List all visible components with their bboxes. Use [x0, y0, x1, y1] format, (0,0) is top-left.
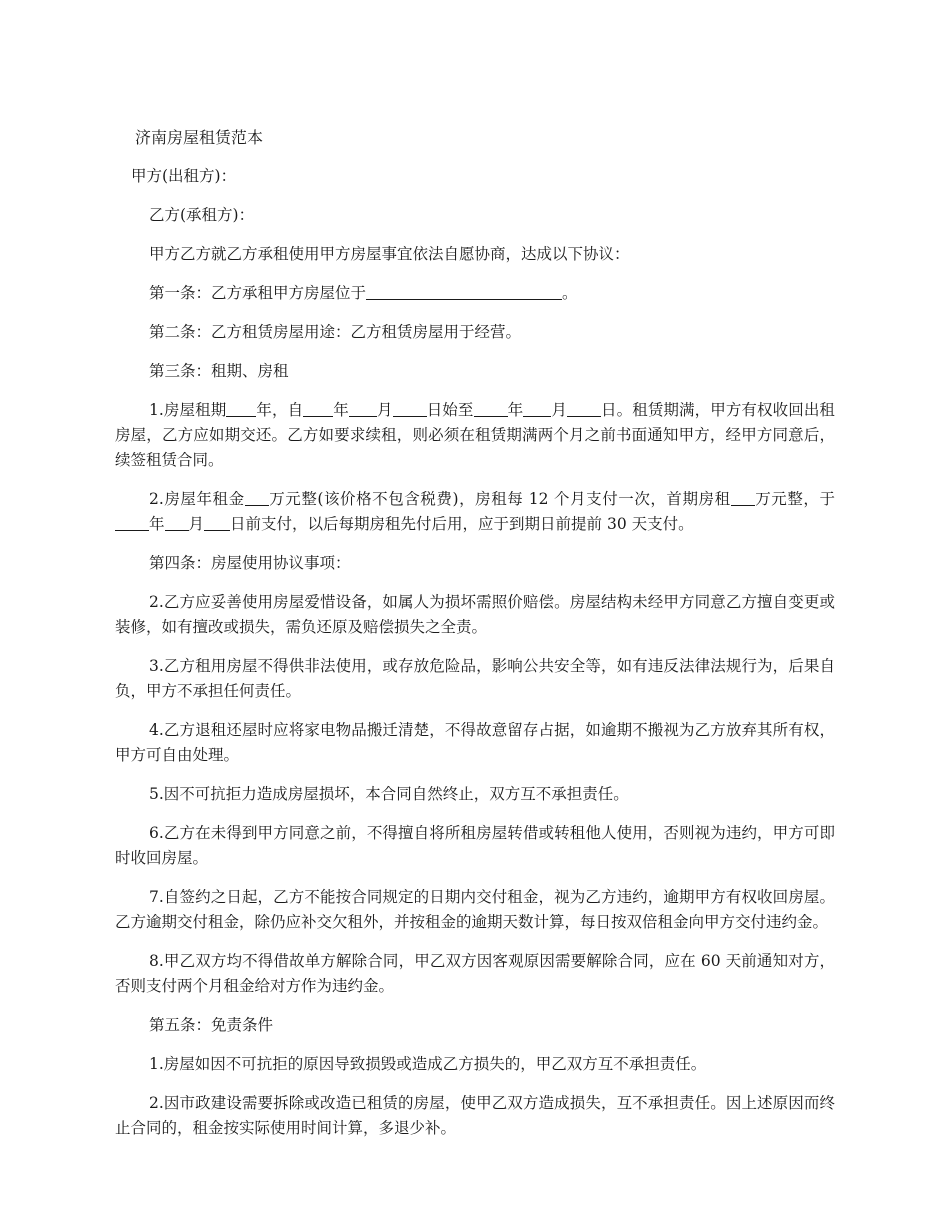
article-1 — [115, 281, 835, 306]
text-segment: 年 — [149, 515, 165, 533]
article-4-item: 7.自签约之日起，乙方不能按合同规定的日期内交付租金，视为乙方违约，逾期甲方有权收回房屋。乙方逾期交付租金，除仍应补交欠租外，并按租金的逾期天数计算，每日按双倍租金向甲方交付违约金。 — [115, 888, 835, 931]
end-day-blank — [567, 398, 601, 417]
article-4-item: 4.乙方退租还屋时应将家电物品搬迁清楚，不得故意留存占据，如逾期不搬视为乙方放弃其所有权，甲方可自由处理。 — [115, 721, 835, 764]
article-4-item: 8.甲乙双方均不得借故单方解除合同，甲乙双方因客观原因需要解除合同，应在 60 天前通知对方，否则支付两个月租金给对方作为违约金。 — [115, 952, 835, 995]
pay-month-blank — [165, 512, 189, 531]
first-rent-blank — [731, 487, 755, 506]
article-4-item: 3.乙方租用房屋不得供非法使用，或存放危险品，影响公共安全等，如有违反法律法规行为，后果自负，甲方不承担任何责任。 — [115, 657, 835, 700]
pay-day-blank — [204, 512, 230, 531]
address-blank — [366, 281, 562, 300]
article-5-heading: 第五条：免责条件 — [149, 1016, 274, 1034]
pay-year-blank — [115, 512, 149, 531]
annual-rent-blank — [245, 487, 269, 506]
document-title: 济南房屋租赁范本 — [135, 128, 264, 147]
text-segment: 年，自 — [256, 401, 304, 419]
text-segment: 2.房屋年租金 — [149, 490, 245, 508]
article-1-text: 第一条：乙方承租甲方房屋位于 — [149, 284, 367, 302]
text-segment: 日始至 — [426, 401, 474, 419]
text-segment: 年 — [507, 401, 524, 419]
article-4-heading: 第四条：房屋使用协议事项： — [149, 554, 351, 572]
text-segment: 月 — [551, 401, 567, 419]
article-3-item-2 — [115, 487, 835, 537]
text-segment: 日前支付，以后每期房租先付后用，应于到期日前提前 30 天支付。 — [230, 515, 694, 533]
start-year-blank — [303, 398, 333, 417]
intro-paragraph: 甲方乙方就乙方承租使用甲方房屋事宜依法自愿协商，达成以下协议： — [149, 245, 630, 263]
text-segment: 月 — [188, 515, 205, 533]
article-5-item: 1.房屋如因不可抗拒的原因导致损毁或造成乙方损失的，甲乙双方互不承担责任。 — [149, 1055, 707, 1073]
text-segment: 月 — [376, 401, 393, 419]
party-a-line: 甲方(出租方)： — [131, 167, 237, 185]
article-3-heading: 第三条：租期、房租 — [149, 362, 289, 380]
start-month-blank — [349, 398, 377, 417]
lease-years-blank — [226, 398, 256, 417]
article-4-item: 2.乙方应妥善使用房屋爱惜设备，如属人为损坏需照价赔偿。房屋结构未经甲方同意乙方擅自变更或装修，如有擅改或损失，需负还原及赔偿损失之全责。 — [115, 593, 835, 636]
text-segment: 年 — [333, 401, 349, 419]
article-2: 第二条：乙方租赁房屋用途：乙方租赁房屋用于经营。 — [149, 323, 522, 341]
article-3-item-1 — [115, 398, 835, 473]
article-4-item: 6.乙方在未得到甲方同意之前，不得擅自将所租房屋转借或转租他人使用，否则视为违约，甲方可即时收回房屋。 — [115, 824, 835, 867]
article-5-item: 2.因市政建设需要拆除或改造已租赁的房屋，使甲乙双方造成损失，互不承担责任。因上述原因而终止合同的，租金按实际使用时间计算，多退少补。 — [115, 1094, 835, 1137]
article-4-item: 5.因不可抗拒力造成房屋损坏，本合同自然终止，双方互不承担责任。 — [149, 785, 629, 803]
party-b-line: 乙方(承租方)： — [149, 206, 255, 224]
end-year-blank — [474, 398, 508, 417]
start-day-blank — [393, 398, 427, 417]
text-segment: 日。租赁期满，甲方有权收回出租房屋，乙方应如期交还。乙方如要求续租，则必须在租赁期满两个月之前书面通知甲方，经甲方同意后，续签租赁合同。 — [115, 401, 835, 469]
end-month-blank — [523, 398, 551, 417]
contract-body — [115, 125, 835, 1155]
article-1-end: 。 — [562, 284, 578, 302]
text-segment: 1.房屋租期 — [149, 401, 227, 419]
text-segment: 万元整，于 — [754, 490, 835, 508]
text-segment: 万元整(该价格不包含税费)，房租每 12 个月支付一次，首期房租 — [268, 490, 731, 508]
